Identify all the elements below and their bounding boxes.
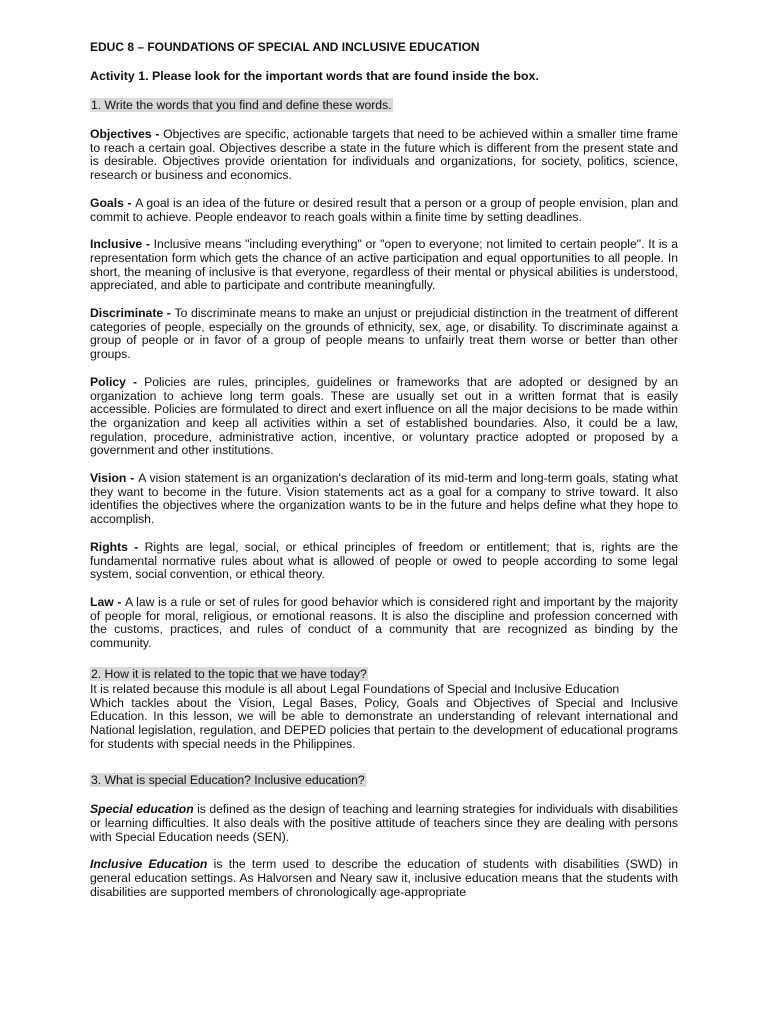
answer-text: is the term used to describe the education of students with disabilities (SWD) in general education settings. As Halvorsen and Neary saw it, inclusive education means that the students with disabilities are supported members of chronologically age-appropriate (90, 857, 678, 899)
answer-term: Special education (90, 802, 194, 817)
course-title: EDUC 8 – FOUNDATIONS OF SPECIAL AND INCLUSIVE EDUCATION (90, 40, 480, 54)
answer-term: Inclusive Education (90, 857, 208, 872)
question-2: 2. How it is related to the topic that we have today? (91, 666, 367, 681)
answer-text: is defined as the design of teaching and learning strategies for individuals with disabilities or learning difficulties. It also deals with the positive attitude of teachers since they are dealing with persons with Special Education needs (SEN). (90, 802, 678, 844)
definition-text: Rights are legal, social, or ethical principles of freedom or entitlement; that is, rights are the fundamental normative rules about what is allowed of people or owed to people according to some legal system, social convention, or ethical theory. (90, 539, 678, 582)
definition-text: To discriminate means to make an unjust or prejudicial distinction in the treatment of different categories of people, especially on the grounds of ethnicity, sex, age, or disability. To discriminate against a group of people or in favor of a group of people means to unfairly treat them worse or better than other groups. (90, 306, 678, 362)
spacer (90, 751, 678, 771)
definition-text: A vision statement is an organization's declaration of its mid-term and long-term goals, stating what they want to become in the future. Vision statements act as a goal for a company to strive toward. It also identifies the objectives where the organization wants to be in the future and helps define what they hope to accomplish. (90, 471, 678, 527)
question-1-block (90, 96, 678, 114)
definition-text: Inclusive means "including everything" or "open to everyone; not limited to certain people". It is a representation form which gets the chance of an active participation and equal opportunities to all people. In short, the meaning of inclusive is that everyone, regardless of their mental or physical abilities is understood, appreciated, and able to participate and contribute meaningfully. (90, 237, 678, 293)
definition-text: A law is a rule or set of rules for good behavior which is considered right and important by the majority of people for moral, religious, or emotional reasons. It is also the discipline and profession concerned with the customs, practices, and rules of conduct of a community that are recognized as binding by the community. (90, 594, 678, 651)
definition-term: Inclusive - (90, 237, 154, 252)
document-page (90, 40, 678, 914)
definition-policy (90, 376, 678, 458)
definition-vision (90, 472, 678, 527)
definition-text: A goal is an idea of the future or desired result that a person or a group of people envision, plan and commit to achieve. People endeavor to reach goals within a finite time by setting deadlines. (90, 195, 678, 224)
definition-text: Policies are rules, principles, guidelines or frameworks that are adopted or designed by an organization to achieve long term goals. These are usually set out in a written format that is easily accessible. Policies are formulated to direct and exert influence on all the major decisions to be made within the organization and keep all activities within a set of established boundaries. Also, it could be a law, regulation, procedure, administrative action, incentive, or voluntary practice adopted or proposed by a government and other institutions. (90, 374, 679, 458)
question-2-block (90, 665, 678, 683)
definition-term: Rights - (90, 539, 145, 554)
definition-term: Policy - (90, 374, 145, 389)
definition-goals (90, 197, 678, 224)
definition-rights (90, 541, 678, 582)
question-3: 3. What is special Education? Inclusive education? (91, 773, 365, 788)
answer-2-line-2: Which tackles about the Vision, Legal Bases, Policy, Goals and Objectives of Special and Inclusive Education. In this lesson, we will be able to demonstrate an understanding of relevant international and National legislation, regulation, and DEPED policies that pertain to the development of educational programs for students with special needs in the Philippines. (90, 695, 678, 751)
answer-special-education (90, 803, 678, 844)
definition-objectives (90, 128, 678, 183)
activity-instruction: Activity 1. Please look for the important words that are found inside the box. (90, 69, 539, 83)
definition-discriminate (90, 307, 678, 362)
question-3-block (90, 771, 678, 789)
definition-inclusive (90, 238, 678, 293)
definition-law (90, 596, 678, 651)
definition-term: Vision - (90, 471, 139, 486)
answer-2-line-1: It is related because this module is all about Legal Foundations of Special and Inclusive Education (90, 681, 620, 696)
definition-term: Goals - (90, 195, 136, 210)
answer-inclusive-education (90, 858, 678, 899)
definition-term: Discriminate - (90, 306, 175, 321)
definition-text: Objectives are specific, actionable targets that need to be achieved within a smaller time frame to reach a certain goal. Objectives describe a state in the future which is different from the present state and is desirable. Objectives provide orientation for individuals and organizations, for society, politics, science, research or business and economics. (90, 127, 678, 183)
definition-term: Law - (90, 594, 126, 609)
question-1: 1. Write the words that you find and define these words. (91, 98, 392, 112)
definition-term: Objectives - (90, 127, 164, 141)
